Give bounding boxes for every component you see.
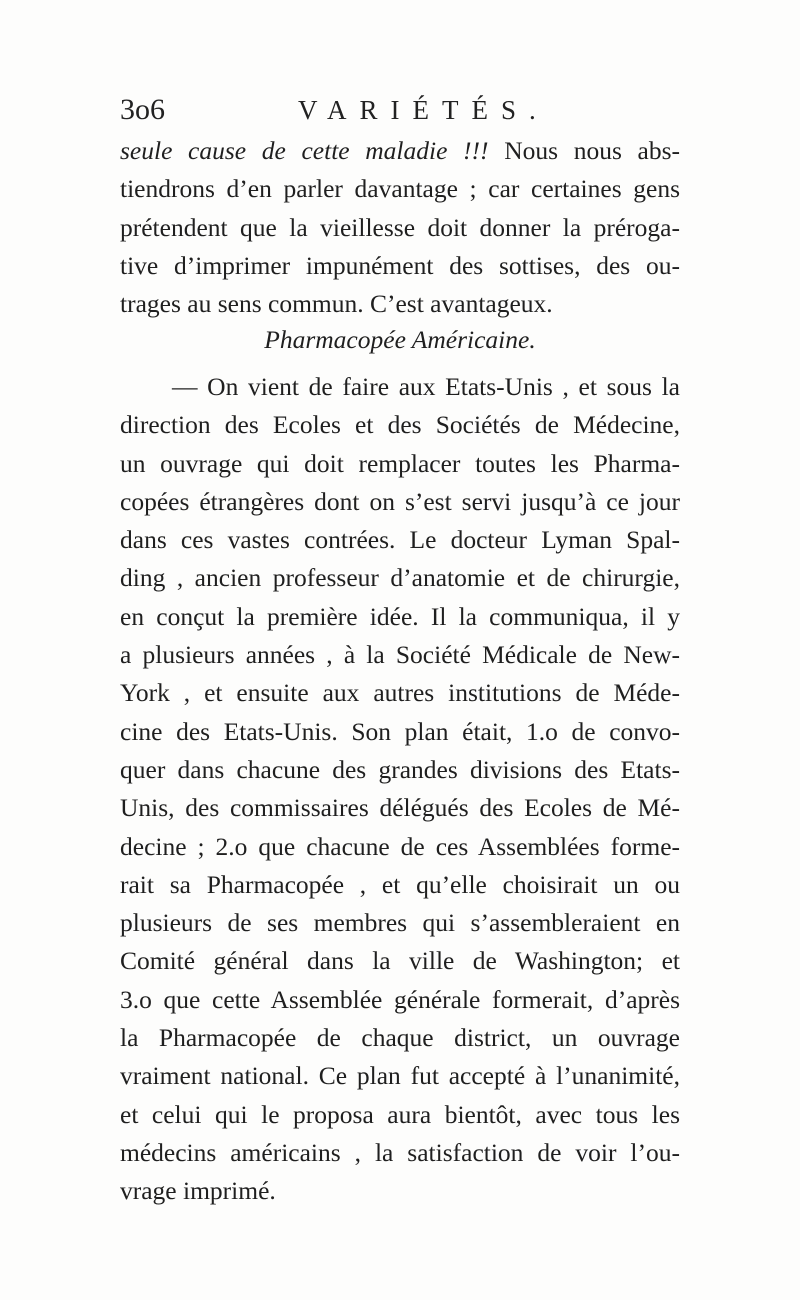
text-line: vrage imprimé. (120, 1176, 276, 1206)
paragraph-pharmacopee (120, 368, 680, 1211)
text-line: 3.o que cette Assemblée générale formerait, d’après (120, 984, 680, 1014)
page-number: 3o6 (120, 93, 165, 126)
page-header (120, 92, 680, 132)
text-line: Comité général dans la ville de Washington; et (120, 946, 680, 976)
text-line: York , et ensuite aux autres institutions de Méde- (120, 678, 680, 708)
text-line: cine des Etats-Unis. Son plan était, 1.o de convo- (120, 716, 680, 746)
text-line: Unis, des commissaires délégués des Ecoles de Mé- (120, 793, 680, 823)
paragraph-continued (120, 132, 680, 323)
text-line: decine ; 2.o que chacune de ces Assemblées forme- (120, 831, 680, 861)
text-line: médecins américains , la satisfaction de voir l’ou- (120, 1137, 680, 1167)
text-line: ding , ancien professeur d’anatomie et de chirurgie, (120, 563, 680, 593)
text-line: quer dans chacune des grandes divisions des Etats- (120, 754, 680, 784)
text-line: — On vient de faire aux Etats-Unis , et sous la (172, 372, 680, 401)
text-line: prétendent que la vieillesse doit donner la préroga- (120, 212, 680, 242)
text-line: tive d’imprimer impunément des sottises, des ou- (120, 250, 680, 280)
text-line: un ouvrage qui doit remplacer toutes les Pharma- (120, 448, 680, 478)
text-line-tail: Nous nous abs- (488, 136, 680, 165)
running-title: VARIÉTÉS. (298, 95, 549, 125)
text-line: a plusieurs années , à la Société Médicale de New- (120, 640, 680, 670)
text-line (120, 132, 680, 170)
text-line: dans ces vastes contrées. Le docteur Lyman Spal- (120, 525, 680, 555)
text-line: en conçut la première idée. Il la communiqua, il y (120, 601, 680, 631)
text-line: rait sa Pharmacopée , et qu’elle choisirait un ou (120, 869, 680, 899)
text-line: et celui qui le proposa aura bientôt, avec tous les (120, 1099, 680, 1129)
text-line: direction des Ecoles et des Sociétés de Médecine, (120, 410, 680, 440)
italic-phrase: seule cause de cette maladie !!! (120, 136, 489, 165)
text-line: la Pharmacopée de chaque district, un ouvrage (120, 1023, 680, 1053)
text-line: trages au sens commun. C’est avantageux. (120, 289, 553, 319)
section-heading: Pharmacopée Américaine. (264, 325, 536, 354)
text-line: copées étrangères dont on s’est servi jusqu’à ce jour (120, 486, 680, 516)
text-line: tiendrons d’en parler davantage ; car certaines gens (120, 174, 680, 204)
text-line: plusieurs de ses membres qui s’assembleraient en (120, 908, 680, 938)
text-line: vraiment national. Ce plan fut accepté à l’unanimité, (120, 1061, 680, 1091)
